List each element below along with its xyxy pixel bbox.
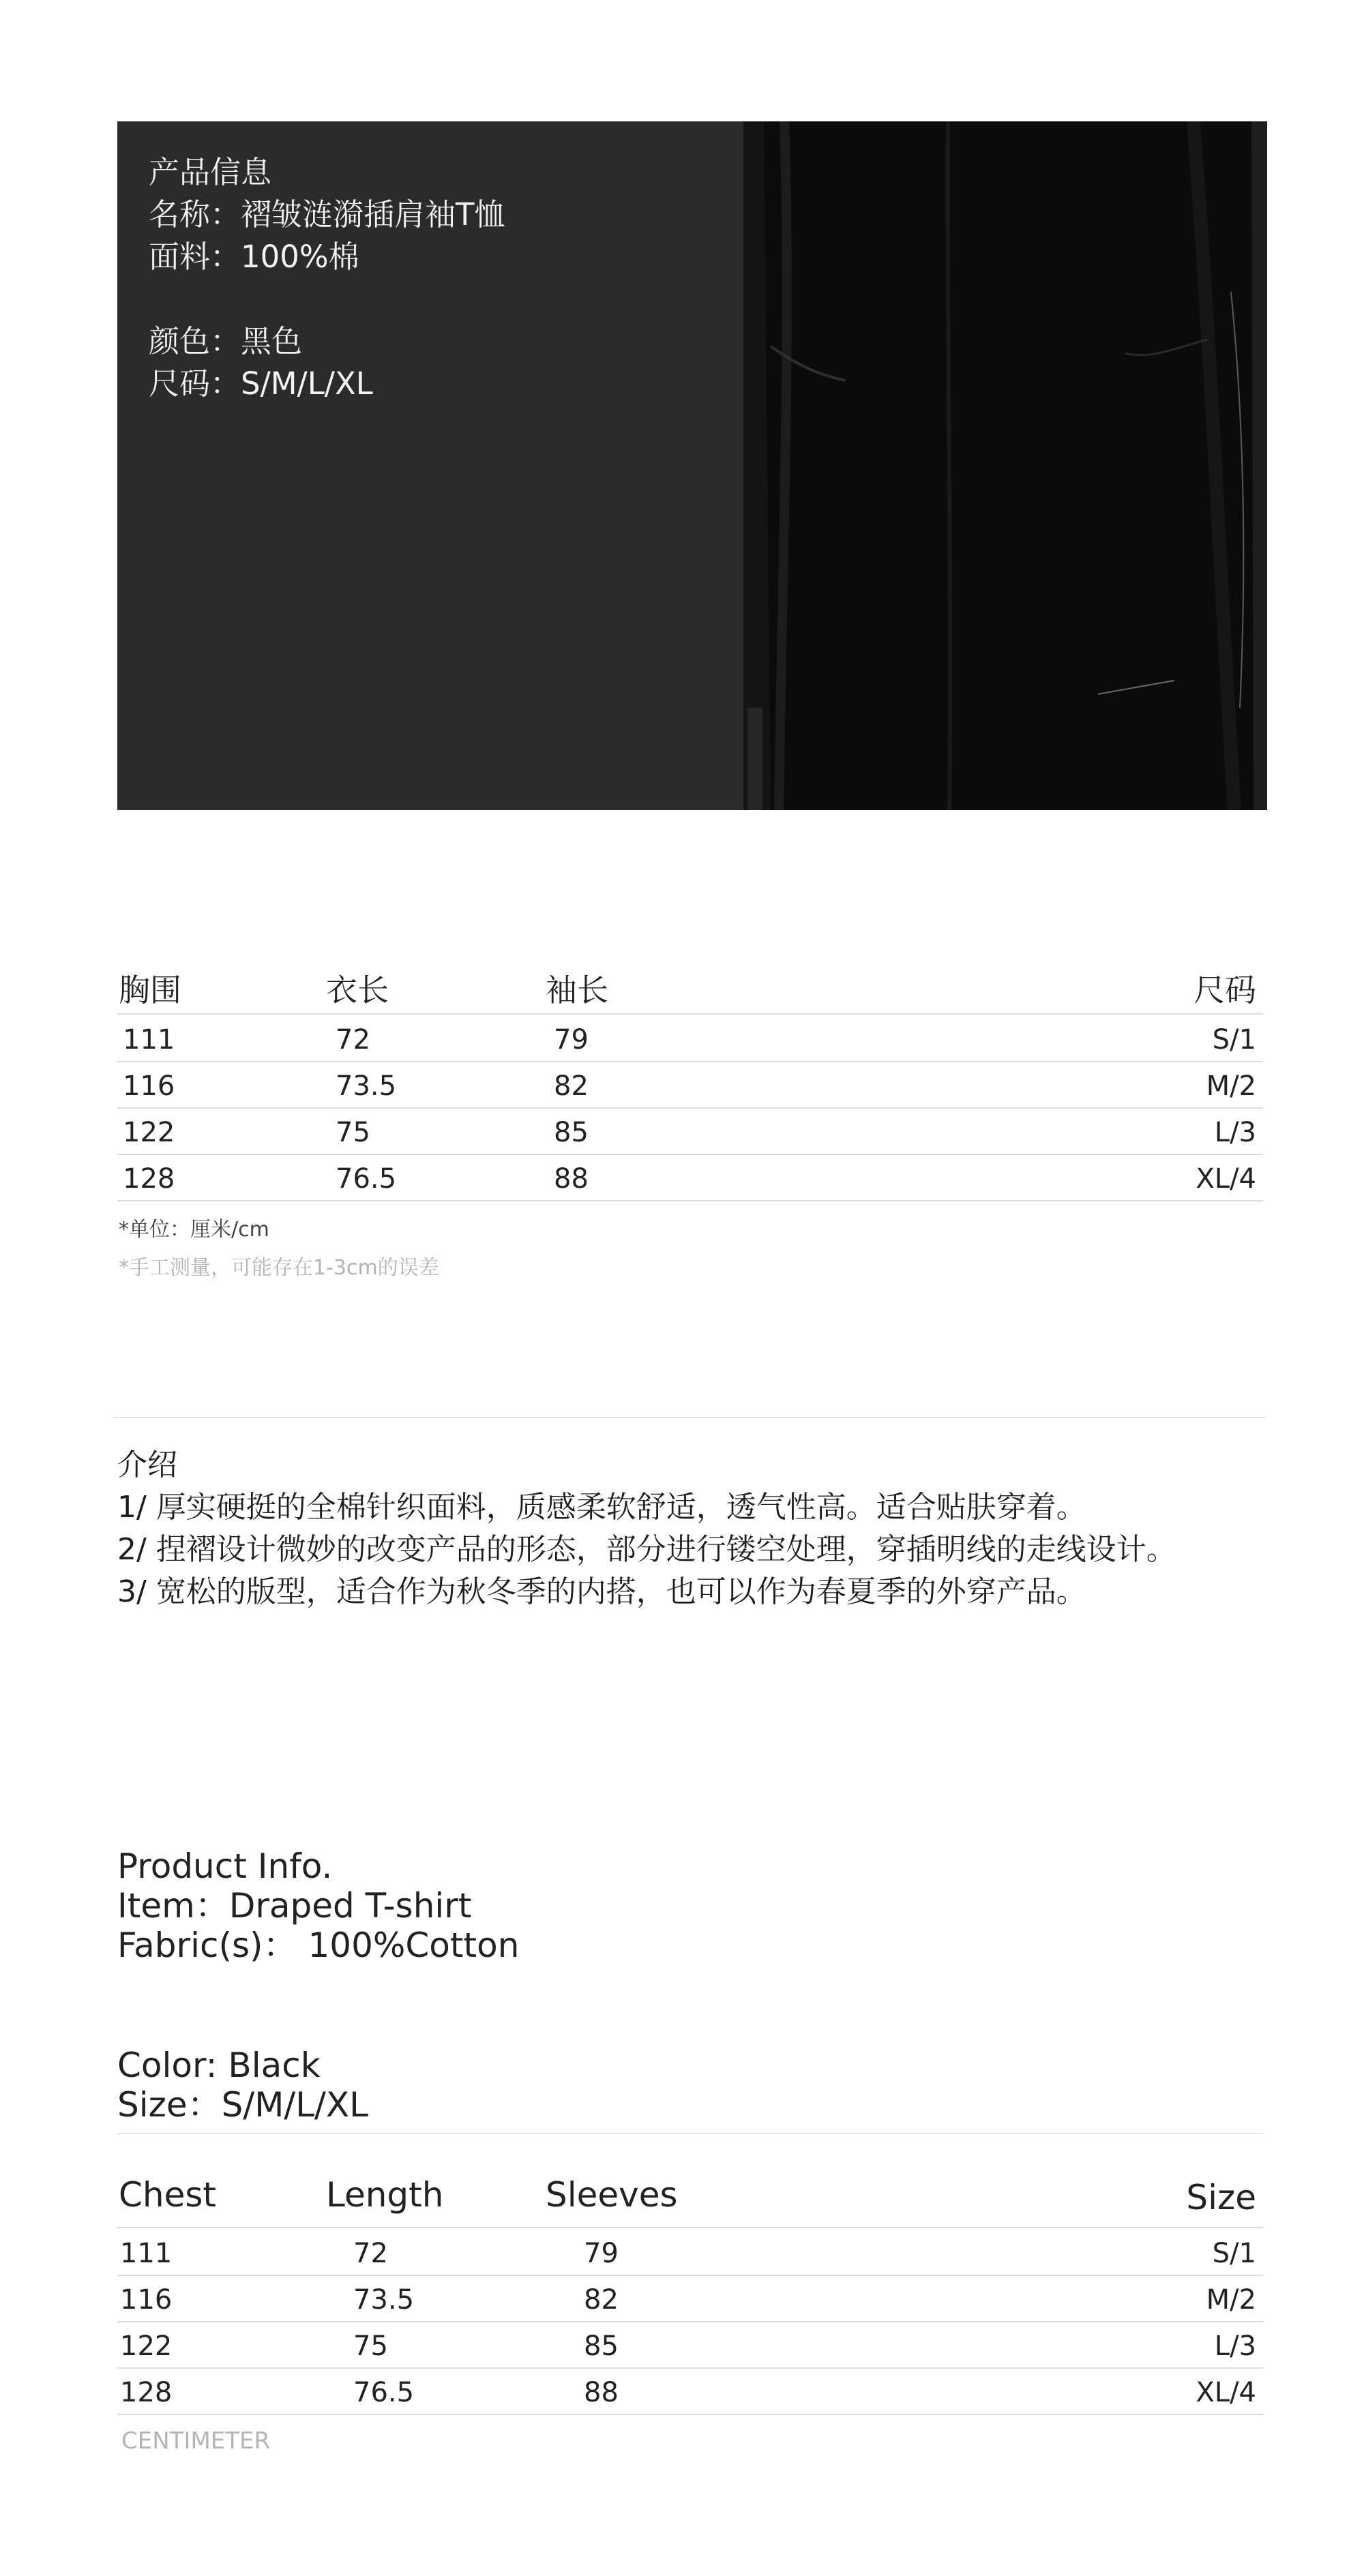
header-sleeves: Sleeves [546, 2175, 678, 2215]
product-info-en [117, 1846, 519, 1965]
cell-length: 75 [353, 2331, 388, 2362]
info-spacer [149, 278, 505, 320]
cell-sleeves: 79 [554, 1024, 589, 1055]
table-header [117, 2161, 1263, 2228]
cell-length: 76.5 [336, 1163, 397, 1195]
table-row [117, 1154, 1263, 1201]
info-heading: 产品信息 [149, 154, 272, 190]
cell-sleeves: 82 [584, 2284, 619, 2316]
cell-chest: 128 [120, 2377, 173, 2408]
intro-point: 2/ 捏褶设计微妙的改变产品的形态，部分进行镂空处理，穿插明线的走线设计。 [117, 1532, 1176, 1567]
product-hero-panel [117, 121, 1267, 810]
product-photo [743, 121, 1267, 810]
info-fabric-en: Fabric(s)： 100%Cotton [117, 1926, 520, 1965]
cell-sleeves: 82 [554, 1070, 589, 1102]
header-length: 衣长 [326, 972, 389, 1008]
info-size-en: Size：S/M/L/XL [117, 2085, 369, 2125]
cell-length: 72 [353, 2238, 388, 2269]
cell-chest: 116 [120, 2284, 173, 2316]
intro-point: 1/ 厚实硬挺的全棉针织面料，质感柔软舒适，透气性高。适合贴肤穿着。 [117, 1490, 1086, 1525]
header-size: Size [1186, 2178, 1256, 2217]
cell-length: 72 [336, 1024, 370, 1055]
cell-size: S/1 [1212, 1024, 1256, 1055]
table-notes [119, 1212, 439, 1280]
divider [113, 1417, 1266, 1418]
cell-length: 76.5 [353, 2377, 415, 2408]
info-color-en: Color: Black [117, 2046, 321, 2085]
cell-sleeves: 88 [584, 2377, 619, 2408]
product-info-cn [149, 151, 505, 405]
cell-size: S/1 [1212, 2238, 1256, 2269]
info-item-en: Item：Draped T-shirt [117, 1886, 472, 1926]
info-name: 名称：褶皱涟漪插肩袖T恤 [149, 196, 505, 233]
cell-chest: 122 [120, 2331, 173, 2362]
table-row [117, 2275, 1263, 2322]
cell-size: L/3 [1214, 1117, 1256, 1148]
cell-sleeves: 79 [584, 2238, 619, 2269]
info-color: 颜色：黑色 [149, 323, 303, 359]
header-length: Length [326, 2175, 444, 2215]
cell-chest: 116 [123, 1070, 175, 1102]
unit-note: *单位：厘米/cm [119, 1218, 269, 1242]
header-chest: Chest [119, 2175, 217, 2215]
intro-point: 3/ 宽松的版型，适合作为秋冬季的内搭，也可以作为春夏季的外穿产品。 [117, 1574, 1086, 1609]
intro-title: 介绍 [117, 1448, 177, 1482]
cell-size: M/2 [1206, 1070, 1256, 1102]
cell-sleeves: 88 [554, 1163, 589, 1195]
cell-length: 75 [336, 1117, 370, 1148]
table-row [117, 1107, 1263, 1155]
cell-size: XL/4 [1196, 1163, 1256, 1195]
unit-label-en: CENTIMETER [121, 2427, 271, 2455]
cell-chest: 111 [120, 2238, 173, 2269]
divider [117, 2133, 1263, 2134]
table-row [117, 1015, 1263, 1062]
cell-length: 73.5 [336, 1070, 397, 1102]
cell-sleeves: 85 [554, 1117, 589, 1148]
cell-chest: 128 [123, 1163, 175, 1195]
header-sleeves: 袖长 [546, 972, 608, 1008]
product-color-size-en [117, 2046, 368, 2125]
table-header [117, 948, 1263, 1015]
table-row [117, 1061, 1263, 1109]
table-row [117, 2367, 1263, 2415]
cell-sleeves: 85 [584, 2331, 619, 2362]
error-note: *手工测量，可能存在1-3cm的误差 [119, 1256, 439, 1280]
table-row [117, 2321, 1263, 2369]
intro-section [117, 1444, 1176, 1613]
cell-chest: 122 [123, 1117, 175, 1148]
info-size: 尺码：S/M/L/XL [149, 365, 373, 402]
table-row [117, 2228, 1263, 2276]
cell-size: M/2 [1206, 2284, 1256, 2316]
cell-size: XL/4 [1196, 2377, 1256, 2408]
info-title-en: Product Info. [117, 1846, 333, 1886]
header-chest: 胸围 [119, 972, 181, 1008]
cell-length: 73.5 [353, 2284, 415, 2316]
info-fabric: 面料：100%棉 [149, 239, 359, 275]
cell-size: L/3 [1214, 2331, 1256, 2362]
header-size: 尺码 [1194, 972, 1256, 1008]
cell-chest: 111 [123, 1024, 175, 1055]
